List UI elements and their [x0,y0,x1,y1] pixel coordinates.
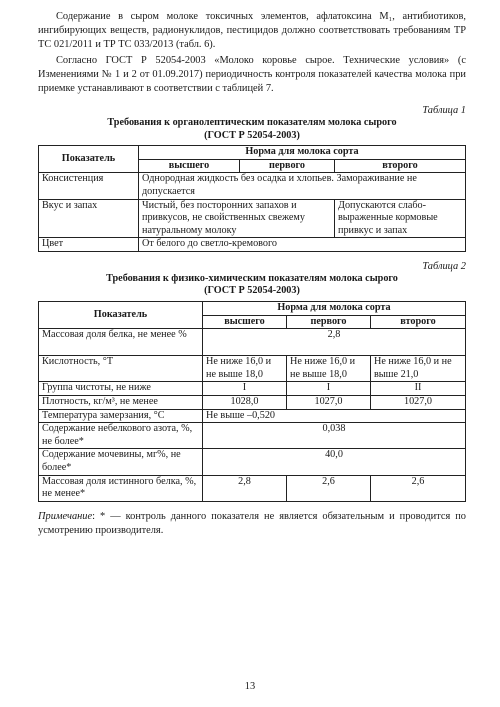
table2-row-name: Массовая доля белка, не менее % [39,329,203,356]
table2-row-name: Группа чистоты, не ниже [39,382,203,396]
table1-row-value: Чистый, без посторонних запахов и привкусов, не свойственных свежему натуральному молоку [139,199,335,238]
table-row [39,475,466,501]
table-row [39,395,466,409]
table1-row-name: Консистенция [39,173,139,199]
table-row [39,356,466,382]
table-row [39,449,466,475]
table-row [39,423,466,449]
table2-row-name: Содержание небелкового азота, %, не более* [39,423,203,449]
table1-header-norm: Норма для молока сорта [139,146,466,160]
table2-row-value: I [203,382,287,396]
table-row [39,409,466,423]
table1-title [38,117,466,142]
organoleptic-table [38,145,466,252]
table2-row-value: 2,6 [371,475,466,501]
table-row [39,238,466,252]
table1-grade-1: высшего [139,159,240,173]
table-note [38,510,466,538]
table1-row-name: Вкус и запах [39,199,139,238]
table1-grade-2: первого [240,159,335,173]
table2-row-value: II [371,382,466,396]
table1-row-value: Допускаются слабо-выраженные кормовые привкус и запах [335,199,466,238]
table2-row-value: Не ниже 16,0 и не выше 18,0 [203,356,287,382]
table2-header-norm: Норма для молока сорта [203,301,466,315]
table2-row-name: Температура замерзания, °С [39,409,203,423]
table-row [39,199,466,238]
table2-row-value: 2,8 [203,329,466,356]
table2-header-indicator: Показатель [39,301,203,328]
table2-title [38,273,466,298]
table1-row-name: Цвет [39,238,139,252]
table2-row-value: 1028,0 [203,395,287,409]
table1-title-line1: Требования к органолептическим показателям молока сырого [107,117,397,129]
note-text: : * — контроль данного показателя не является обязательным и проводится по усмотрению производителя. [38,510,466,536]
table2-row-value: Не выше –0,520 [203,409,466,423]
table2-row-value: 1027,0 [287,395,371,409]
paragraph-2: Согласно ГОСТ Р 52054-2003 «Молоко коровье сырое. Технические условия» (с Изменениями № 1 и 2 от 01.09.2017) периодичность контроля показателей качества молока при приемке устанавливают в соответствии с таблицей 7. [38,54,466,95]
table2-row-value: 1027,0 [371,395,466,409]
table2-row-name: Кислотность, °Т [39,356,203,382]
table2-row-value: 2,6 [287,475,371,501]
table-row [39,173,466,199]
physicochemical-table [38,301,466,502]
table2-grade-1: высшего [203,315,287,329]
table-row [39,329,466,356]
table2-row-value: 40,0 [203,449,466,475]
table2-caption: Таблица 2 [422,260,466,272]
table2-grade-2: первого [287,315,371,329]
table2-row-value: I [287,382,371,396]
page-number: 13 [244,681,256,692]
table2-title-line2: (ГОСТ Р 52054-2003) [204,285,300,297]
table1-header-indicator: Показатель [39,146,139,173]
table2-row-name: Массовая доля истинного белка, %, не менее* [39,475,203,501]
table1-grade-3: второго [335,159,466,173]
page-content [38,10,466,538]
table1-title-line2: (ГОСТ Р 52054-2003) [204,129,300,141]
table1-row-value: От белого до светло-кремового [139,238,466,252]
table2-title-line1: Требования к физико-химическим показателям молока сырого [106,272,398,284]
table2-row-name: Плотность, кг/м³, не менее [39,395,203,409]
table2-row-value: 2,8 [203,475,287,501]
table2-row-name: Содержание мочевины, мг%, не более* [39,449,203,475]
table2-grade-3: второго [371,315,466,329]
table-row [39,382,466,396]
note-label: Примечание [38,510,93,522]
table1-row-value: Однородная жидкость без осадка и хлопьев. Замораживание не допускается [139,173,466,199]
table2-row-value: Не ниже 16,0 и не выше 21,0 [371,356,466,382]
paragraph-1: Содержание в сыром молоке токсичных элементов, афлатоксина M₁, антибиотиков, ингибирующих веществ, радионуклидов, пестицидов должно соответствовать требованиям ТР ТС 021/2011 и ТР ТС 033/2013 (табл. 6). [38,11,466,51]
table1-caption: Таблица 1 [422,105,466,117]
table2-row-value: 0,038 [203,423,466,449]
table2-row-value: Не ниже 16,0 и не выше 18,0 [287,356,371,382]
